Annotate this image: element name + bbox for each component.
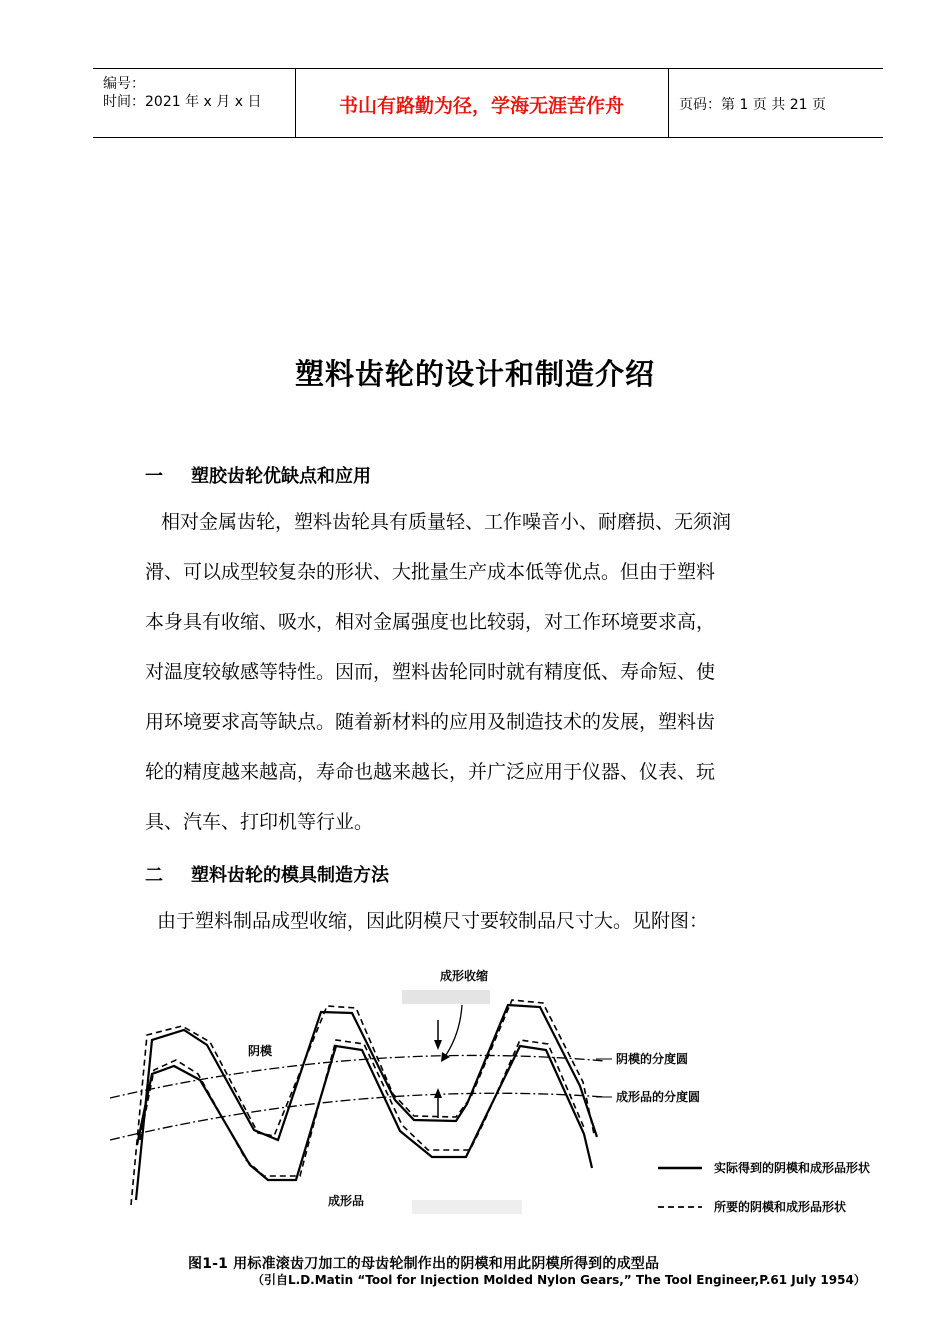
section-2-paragraph <box>145 896 825 946</box>
section-1-paragraph <box>145 497 825 847</box>
document-time: 时间：2021 年 x 月 x 日 <box>103 94 262 110</box>
actual-part-profile <box>137 1046 592 1180</box>
header-motto: 书山有路勤为径，学海无涯苦作舟 <box>338 95 624 117</box>
paragraph-line: 由于塑料制品成型收缩，因此阴模尺寸要较制品尺寸大。见附图： <box>157 910 709 932</box>
figure-caption: 图1-1 用标准滚齿刀加工的母齿轮制作出的阴模和用此阴模所得到的成型品 <box>188 1256 660 1272</box>
section-heading-2 <box>145 861 389 887</box>
paragraph-line: 滑、可以成型较复杂的形状、大批量生产成本低等优点。但由于塑料 <box>145 561 716 583</box>
desired-part-profile <box>140 1040 585 1176</box>
legend-solid-label: 实际得到的阴模和成形品形状 <box>714 1161 871 1175</box>
page-number: 页码：第 1 页 共 21 页 <box>679 97 826 113</box>
arrow-head-icon <box>434 1088 442 1098</box>
shrinkage-leader <box>444 1005 462 1058</box>
page-header <box>93 68 883 138</box>
section-heading-1 <box>145 462 371 488</box>
document-title: 塑料齿轮的设计和制造介绍 <box>294 357 655 391</box>
part-pitch-circle-label: 成形品的分度圆 <box>616 1090 701 1104</box>
section-title: 塑料齿轮的模具制造方法 <box>191 865 389 886</box>
paragraph-line: 相对金属齿轮，塑料齿轮具有质量轻、工作噪音小、耐磨损、无须润 <box>161 511 732 533</box>
paragraph-line: 本身具有收缩、吸水，相对金属强度也比较弱，对工作环境要求高， <box>145 611 716 633</box>
shrinkage-label: 成形收缩 <box>440 969 489 983</box>
paragraph-line: 用环境要求高等缺点。随着新材料的应用及制造技术的发展，塑料齿 <box>145 711 716 733</box>
paragraph-line: 轮的精度越来越高，寿命也越来越长，并广泛应用于仪器、仪表、玩 <box>145 761 716 783</box>
section-number: 一 <box>145 466 163 487</box>
actual-mold-profile <box>136 1005 597 1200</box>
paragraph-line: 具、汽车、打印机等行业。 <box>145 811 374 833</box>
figure-source: （引自L.D.Matin “Tool for Injection Molded Nylon Gears,” The Tool Engineer,P.61 July 1954） <box>252 1273 866 1287</box>
scan-noise <box>402 990 490 1004</box>
mold-pitch-circle-label: 阴模的分度圆 <box>616 1052 689 1066</box>
mold-pitch-circle <box>110 1055 605 1098</box>
section-title: 塑胶齿轮优缺点和应用 <box>191 466 371 487</box>
molded-part-label: 成形品 <box>328 1194 365 1208</box>
document-number-label: 编号： <box>103 76 145 92</box>
part-pitch-circle <box>110 1093 605 1140</box>
arrow-head-icon <box>434 1040 442 1050</box>
desired-mold-profile <box>131 1000 594 1205</box>
header-page-cell <box>669 69 883 137</box>
header-meta-cell <box>93 69 296 137</box>
header-motto-cell <box>295 69 669 137</box>
female-mold-label: 阴模 <box>248 1044 273 1058</box>
section-number: 二 <box>145 865 163 886</box>
paragraph-line: 对温度较敏感等特性。因而，塑料齿轮同时就有精度低、寿命短、使 <box>145 661 716 683</box>
scan-noise <box>412 1200 522 1214</box>
arrow-head-icon <box>441 1052 450 1062</box>
legend-dashed-label: 所要的阴模和成形品形状 <box>714 1200 847 1214</box>
